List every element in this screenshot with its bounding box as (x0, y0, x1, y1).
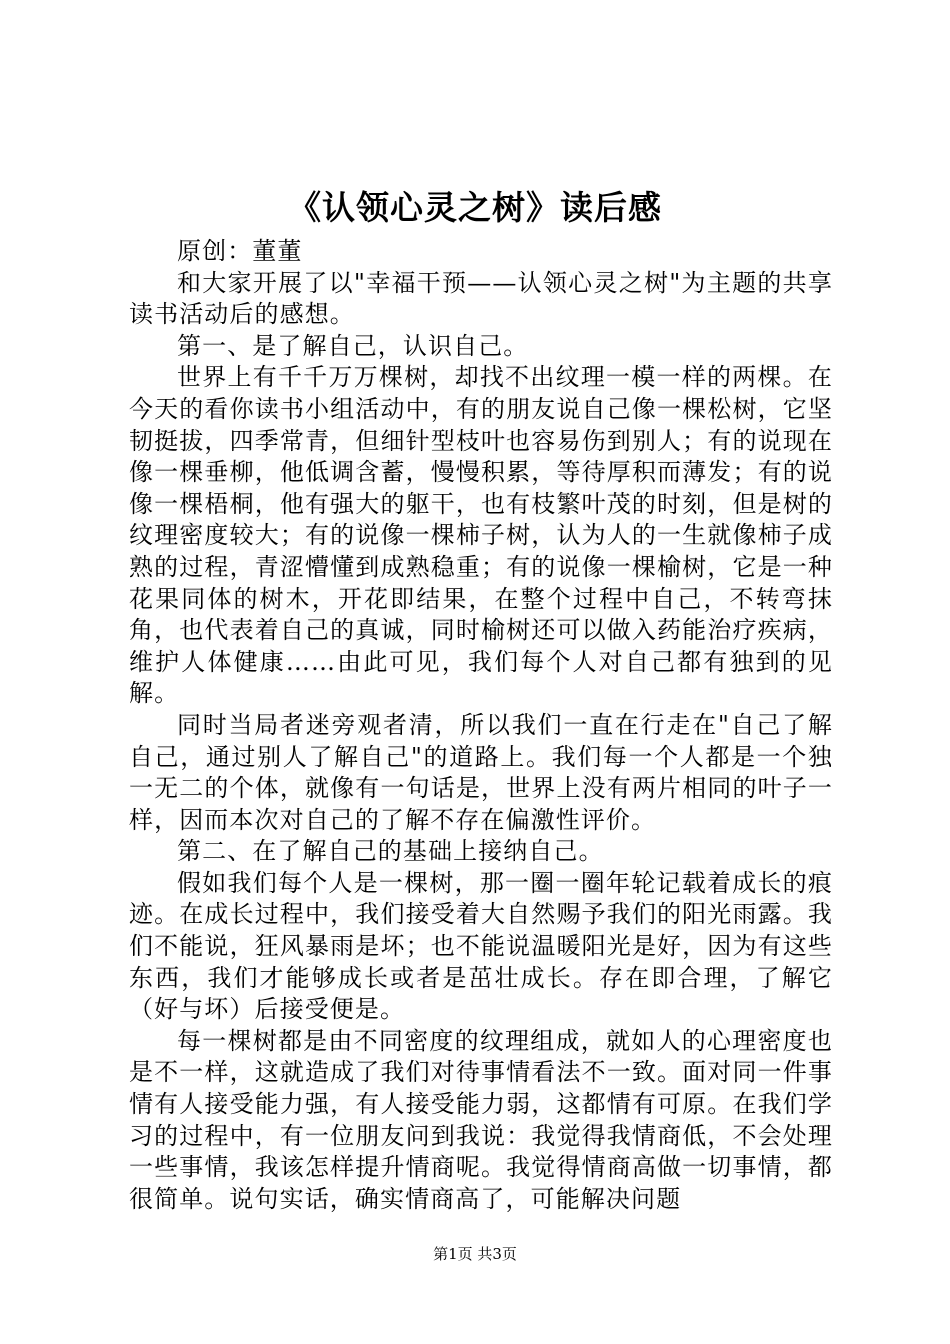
section-heading-2: 第二、在了解自己的基础上接纳自己。 (177, 837, 604, 866)
page-number-footer: 第1页 共3页 (433, 1245, 517, 1263)
body-paragraph: 世界上有千千万万棵树，却找不出纹理一模一样的两棵。在今天的看你读书小组活动中，有的朋友说自己像一棵松树，它坚韧挺拔，四季常青，但细针型枝叶也容易伤到别人；有的说现在像一棵垂柳，他低调含蓄，慢慢积累，等待厚积而薄发；有的说像一棵梧桐，他有强大的躯干，也有枝繁叶茂的时刻，但是树的纹理密度较大；有的说像一棵柿子树，认为人的一生就像柿子成熟的过程，青涩懵懂到成熟稳重；有的说像一棵榆树，它是一种花果同体的树木，开花即结果，在整个过程中自己，不转弯抹角，也代表着自己的真诚，同时榆树还可以做入药能治疗疾病，维护人体健康……由此可见，我们每个人对自己都有独到的见解。 (129, 363, 833, 708)
body-paragraph: 同时当局者迷旁观者清，所以我们一直在行走在"自己了解自己，通过别人了解自己"的道路上。我们每一个人都是一个独一无二的个体，就像有一句话是，世界上没有两片相同的叶子一样，因而本次对自己的了解不存在偏激性评价。 (129, 710, 833, 834)
intro-paragraph: 和大家开展了以"幸福干预——认领心灵之树"为主题的共享读书活动后的感想。 (129, 268, 833, 329)
section-heading-1: 第一、是了解自己，认识自己。 (177, 331, 529, 360)
document-body (129, 236, 833, 1215)
document-title: 《认领心灵之树》读后感 (288, 188, 662, 227)
author-line: 原创：董董 (177, 237, 303, 265)
body-paragraph: 每一棵树都是由不同密度的纹理组成，就如人的心理密度也是不一样，这就造成了我们对待事情看法不一致。面对同一件事情有人接受能力强，有人接受能力弱，这都情有可原。在我们学习的过程中，有一位朋友问到我说：我觉得我情商低，不会处理一些事情，我该怎样提升情商呢。我觉得情商高做一切事情，都很简单。说句实话，确实情商高了，可能解决问题 (129, 1026, 833, 1213)
body-paragraph: 假如我们每个人是一棵树，那一圈一圈年轮记载着成长的痕迹。在成长过程中，我们接受着大自然赐予我们的阳光雨露。我们不能说，狂风暴雨是坏；也不能说温暖阳光是好，因为有这些东西，我们才能够成长或者是茁壮成长。存在即合理，了解它（好与坏）后接受便是。 (129, 868, 833, 1024)
